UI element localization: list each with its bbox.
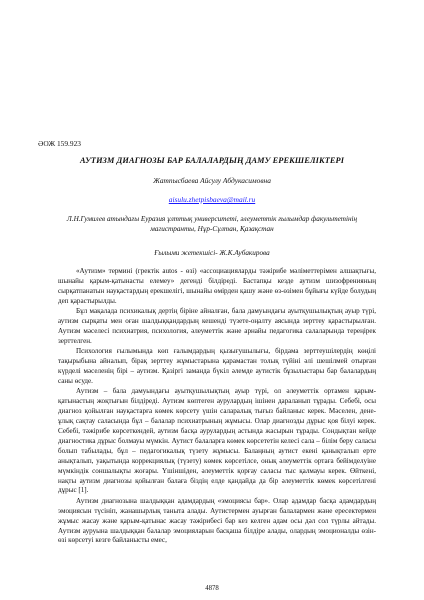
author-affiliation: Л.Н.Гумилев атындағы Еуразия ұлттық университеті, әлеуметтік ғылымдар факультетінің магистранты, Нұр-Сұлтан, Қазақстан (66, 215, 358, 233)
body-paragraph: «Аутизм» термині (гректік autos - өзі) «ассоциацияларды тәжірибе мәліметтерімен алшақтығы, шынайы қарым-қатынасты елемеу» дегенді білдіреді. Бастапқы кезде аутизм шизофренияның сырқатпанатын науқастардың ерекшелігі, шынайы өмірден қашу және өз-өзімен бұйығы күйде болудың деп қарастырылды. (58, 267, 376, 305)
scientific-supervisor: Ғылыми жетекшісі- Ж.К.Аубакирова (154, 249, 270, 257)
article-title: АУТИЗМ ДИАГНОЗЫ БАР БАЛАЛАРДЫҢ ДАМУ ЕРЕКШЕЛІКТЕРІ (79, 156, 345, 165)
body-paragraph: Аутизм – бала дамуындағы ауытқушылықтың ауыр түрі, ол әлеуметтік ортамен қарым-қатынастың жоқтығын білдіреді. Аутизм көптеген аурулардың ішінен дараланып тұрады. Себебі, осы диагноз қойылған науқастарға көмек көрсету үшін саларалық тығыз байланыс керек. Мәселен, дене-ұлық сақтау саласында бұл – балалар психиатрының жұмысы. Олар диагнозды дұрыс қоя білуі керек. Себебі, тәжірибе көрсеткендей, аутизм басқа аурулардың астында жасырын тұрады. Сондықтан кейде диагностика дұрыс болмауы мүмкін. Аутист балаларға көмек көрсететін келесі сала – білім беру саласы болып табылады, бұл – педагогикалық түзету жұмысы. Балаңның аутист екені қанықталып ерте анықталып, уақытында коррекциялық (түзету) көмек көрсетілсе, онық әлеуметтік ортаға бейімделуіне мүмкіндік соншалықты жоғары. Үшіншіден, әлеуметтік қорғау саласы тыс қалмауы керек. Өйткені, нақты аутизм диагнозы қойылған балаға біздің елде қандайда да бір әлеуметтік көмек көрсетілгені дұрыс [1]. (58, 387, 376, 495)
author-name: Жатпысбаева Айсулу Абдукасимовна (153, 176, 271, 185)
article-body (58, 267, 376, 547)
body-paragraph: Психология ғылымында көп ғалымдардың қызығушылығы, бірдама зерттеушілердің көңілі тақырыбына айналып, бірақ зерттеу жұмыстарына қарамастан толық түйіні әлі шешілмей отырған күрделі мәселенің бірі – аутизм. Қазіргі заманда бүкіл әлемде аутистік бұзылыстары бар балалардың саны өсуде. (58, 347, 376, 385)
body-paragraph: Аутизм диагнозына шалдыққан адамдардың «эмоциясы бар». Олар адамдар басқа адамдардың эмоциясын түсініп, жанашырлық таныта алады. Аутистермен ауырған балалармен және ересектермен жұмыс жасау және қарым-қатынас жасау тәжірибесі бар кез келген адам осы дәл сол түрлы айтады. Аутизм ауруына шалдыққан балалар эмоцияларын басқаша білдіре алады, олардың эмоционалды өзін-өзі көрсетуі кезге байланысты емес, (58, 496, 376, 545)
page-number: 4878 (205, 585, 219, 592)
udc-code: ӘОЖ 159.923 (38, 139, 81, 148)
author-email-link[interactable]: aisulu.zhetpisbaeva@mail.ru (168, 195, 256, 204)
body-paragraph: Бұл мақалада психикалық дертің біріне айналған, бала дамуындағы ауытқушылықтың ауыр түрі, аутизм сырқаты мен оған шалдыққандардың кешенді түзете-оңалту аясында зерттеу қарастырылған. Аутизм мәселесі психиатрия, психология, әлеуметтік және арнайы педагогика салаларында тереңірек зерттелген. (58, 307, 376, 345)
